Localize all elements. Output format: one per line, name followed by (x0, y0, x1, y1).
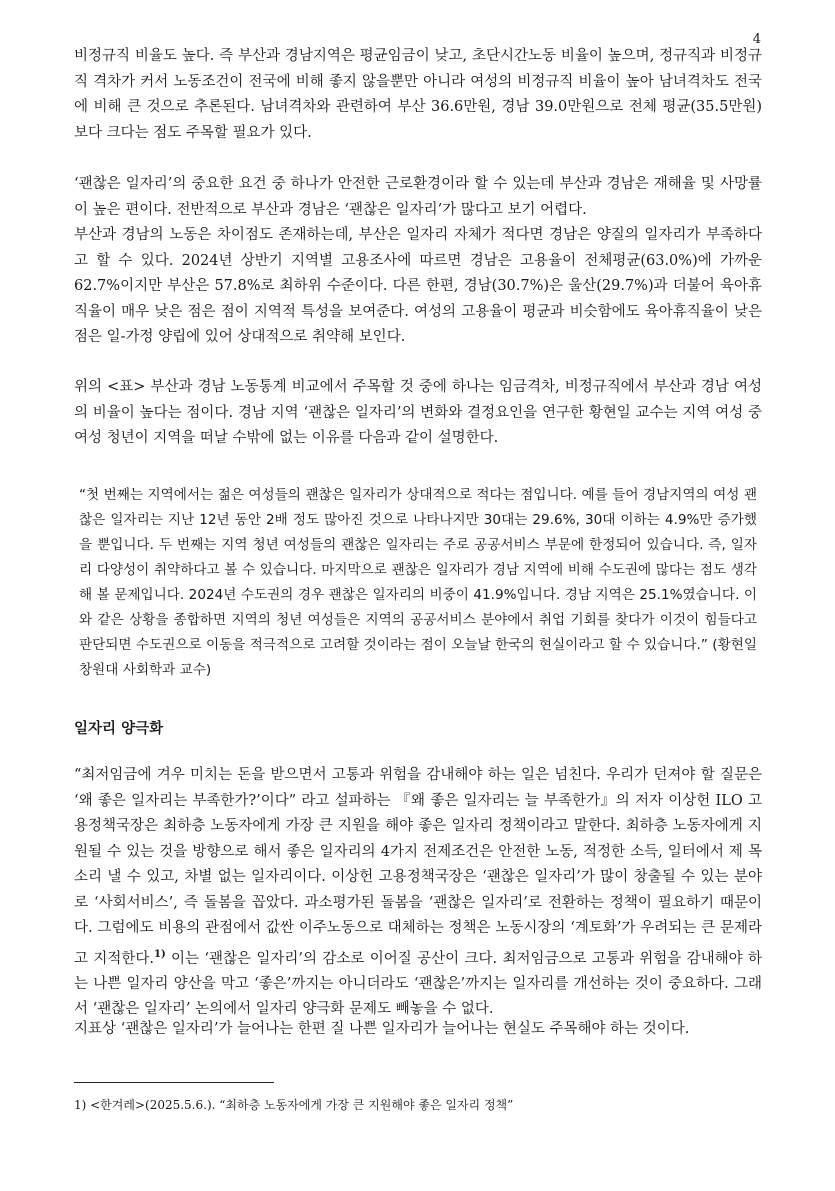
footnote: 1) <한겨레>(2025.5.6.). “최하층 노동자에게 가장 큰 지원해야 좋은 일자리 정책” (74, 1098, 514, 1112)
paragraph-5 (74, 763, 762, 1023)
footnote-reference[interactable]: 1) (154, 948, 166, 960)
paragraph-5-part-b: 이는 ‘괜찮은 일자리’의 감소로 이어질 공산이 크다. 최저임금으로 고통과 위험을 감내해야 하는 나쁜 일자리 양산을 막고 ‘좋은’까지는 아니더라도 ‘괜찮은’까지는 일자리를 개선하는 것이 중요하다. 그래서 ‘괜찮은 일자리’ 논의에서 일자리 양극화 문제도 빼놓을 수 없다. (74, 950, 762, 1018)
paragraph-3: 부산과 경남의 노동은 차이점도 존재하는데, 부산은 일자리 자체가 적다면 경남은 양질의 일자리가 부족하다고 할 수 있다. 2024년 상반기 지역별 고용조사에 따르면 경남은 고용율이 전체평균(63.0%)에 가까운 62.7%이지만 부산은 57.8%로 최하위 수준이다. 다른 한편, 경남(30.7%)은 울산(29.7%)과 더불어 육아휴직율이 매우 낮은 점은 점이 지역적 특성을 보여준다. 여성의 고용율이 평균과 비슷함에도 육아휴직율이 낮은 점은 일-가정 양립에 있어 상대적으로 취약해 보인다. (74, 227, 762, 345)
paragraph-6: 지표상 ‘괜찮은 일자리’가 늘어나는 한편 질 나쁜 일자리가 늘어나는 현실도 주목해야 하는 것이다. (74, 1021, 690, 1037)
paragraph-2: ‘괜찮은 일자리’의 중요한 요건 중 하나가 안전한 근로환경이라 할 수 있는데 부산과 경남은 재해율 및 사망률이 높은 편이다. 전반적으로 부산과 경남은 ‘괜찮은 일자리’가 많다고 보기 어렵다. (74, 176, 762, 218)
paragraph-4: 위의 <표> 부산과 경남 노동통계 비교에서 주목할 것 중에 하나는 임금격차, 비정규직에서 부산과 경남 여성의 비율이 높다는 점이다. 경남 지역 ‘괜찮은 일자리’의 변화와 결정요인을 연구한 황현일 교수는 지역 여성 중 여성 청년이 지역을 떠날 수밖에 없는 이유를 다음과 같이 설명한다. (74, 379, 762, 446)
page-number: 4 (752, 32, 761, 47)
section-heading: 일자리 양극화 (74, 720, 164, 737)
paragraph-5-part-a: “최저임금에 겨우 미치는 돈을 받으면서 고통과 위험을 감내해야 하는 일은 넘친다. 우리가 던져야 할 질문은 ‘왜 좋은 일자리는 부족한가?’이다” 라고 설파하는 『왜 좋은 일자리는 늘 부족한가』의 저자 이상헌 ILO 고용정책국장은 최하층 노동자에게 가장 큰 지원을 해야 좋은 일자리 정책이라고 말한다. 최하층 노동자에게 지원될 수 있는 것을 방향으로 해서 좋은 일자리의 4가지 전제조건은 안전한 노동, 적정한 소득, 일터에서 제 목소리 낼 수 있고, 차별 없는 일자리이다. 이상헌 고용정책국장은 ‘괜찮은 일자리’가 많이 창출될 수 있는 분야로 ‘사회서비스’, 즉 돌봄을 꼽았다. 과소평가된 돌봄을 ‘괜찮은 일자리’로 전환하는 정책이 필요하기 때문이다. 그럼에도 비용의 관점에서 값싼 이주노동으로 대체하는 정책은 노동시장의 ‘계토화’가 우려되는 큰 문제라고 지적한다. (74, 767, 762, 967)
paragraph-1: 비정규직 비율도 높다. 즉 부산과 경남지역은 평균임금이 낮고, 초단시간노동 비율이 높으며, 정규직과 비정규직 격차가 커서 노동조건이 전국에 비해 좋지 않을뿐만 아니라 여성의 비정규직 비율이 높아 남녀격차도 전국에 비해 큰 것으로 추론된다. 남녀격차와 관련하여 부산 36.6만원, 경남 39.0만원으로 전체 평균(35.5만원)보다 크다는 점도 주목할 필요가 있다. (74, 48, 762, 141)
footnote-divider (74, 1082, 274, 1083)
quote-block: “첫 번째는 지역에서는 젊은 여성들의 괜찮은 일자리가 상대적으로 적다는 점입니다. 예를 들어 경남지역의 여성 괜찮은 일자리는 지난 12년 동안 2배 정도 많아진 것으로 나타나지만 30대는 29.6%, 30대 이하는 4.9%만 증가했을 뿐입니다. 두 번째는 지역 청년 여성들의 괜찮은 일자리는 주로 공공서비스 부문에 한정되어 있습니다. 즉, 일자리 다양성이 취약하다고 볼 수 있습니다. 마지막으로 괜찮은 일자리가 경남 지역에 비해 수도권에 많다는 점도 생각해 볼 문제입니다. 2024년 수도권의 경우 괜찮은 일자리의 비중이 41.9%입니다. 경남 지역은 25.1%였습니다. 이와 같은 상황을 종합하면 지역의 청년 여성들은 지역의 공공서비스 분야에서 취업 기회를 찾다가 이것이 힘들다고 판단되면 수도권으로 이동을 적극적으로 고려할 것이라는 점이 오늘날 한국의 현실이라고 할 수 있습니다.” (황현일 창원대 사회학과 교수) (79, 487, 757, 678)
